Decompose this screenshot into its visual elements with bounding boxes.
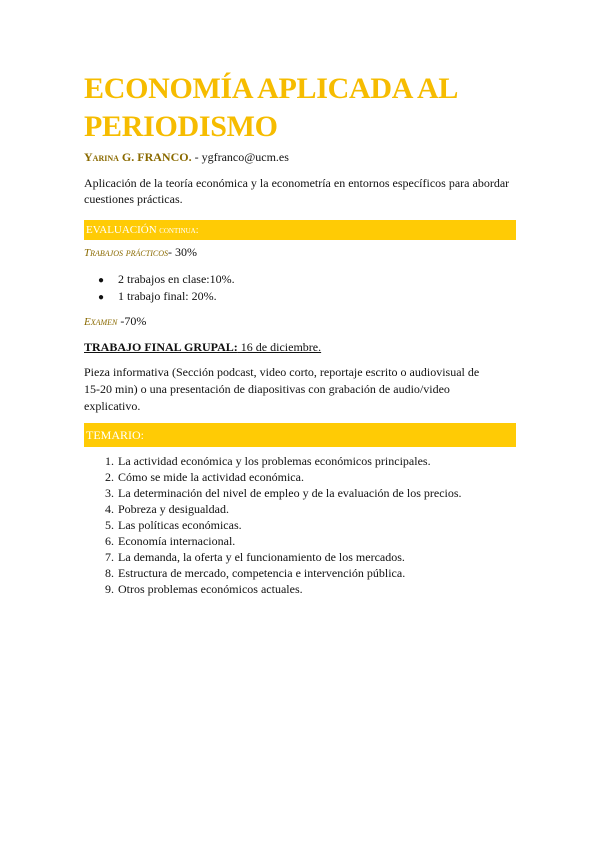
intro-paragraph: Aplicación de la teoría económica y la econometría en entornos específicos para abordar cuestiones prácticas.: [84, 176, 510, 206]
author-name-tail: G. FRANCO.: [121, 150, 192, 164]
list-item: [84, 288, 235, 305]
evaluacion-label: EVALUACIÓN: [86, 224, 157, 236]
list-item-text: La demanda, la oferta y el funcionamiento de los mercados.: [118, 550, 405, 564]
author-line: [84, 150, 289, 165]
list-number: 8.: [105, 566, 114, 580]
bullet-icon: ●: [97, 275, 105, 286]
list-item: [84, 581, 462, 597]
list-item-text: Las políticas económicas.: [118, 518, 242, 532]
examen-value: -70%: [117, 314, 147, 328]
trabajos-label: Trabajos prácticos: [84, 247, 168, 259]
evaluacion-label-small: continua:: [156, 225, 199, 236]
list-number: 4.: [105, 502, 114, 516]
list-item: [84, 533, 462, 549]
examen-label: Examen: [84, 316, 118, 328]
author-email[interactable]: ygfranco@ucm.es: [201, 150, 289, 164]
list-item-text: Cómo se mide la actividad económica.: [118, 470, 304, 484]
list-number: 3.: [105, 486, 114, 500]
temario-list: [84, 453, 462, 597]
evaluacion-header: [84, 220, 516, 240]
list-item: [84, 501, 462, 517]
list-number: 2.: [105, 470, 114, 484]
list-number: 7.: [105, 550, 114, 564]
list-item: [84, 565, 462, 581]
list-item: [84, 485, 462, 501]
list-item-text: Economía internacional.: [118, 534, 236, 548]
list-item-text: Otros problemas económicos actuales.: [118, 582, 303, 596]
bullet-icon: ●: [97, 292, 105, 303]
author-name-initial: Y: [84, 150, 93, 164]
list-item-text: 1 trabajo final: 20%.: [118, 289, 217, 303]
pieza-paragraph: Pieza informativa (Sección podcast, video corto, reportaje escrito o audiovisual de 15-20 min) o una presentación de diapositivas con grabación de audio/video explicativo.: [84, 365, 480, 413]
trabajos-line: [84, 245, 197, 260]
trabajos-value: - 30%: [167, 245, 197, 259]
list-number: 5.: [105, 518, 114, 532]
list-item-text: Estructura de mercado, competencia e intervención pública.: [118, 566, 406, 580]
list-item: [84, 469, 462, 485]
examen-line: [84, 314, 146, 329]
list-number: 6.: [105, 534, 114, 548]
list-number: 1.: [105, 454, 114, 468]
trabajo-final-label: TRABAJO FINAL GRUPAL:: [84, 340, 238, 354]
list-item: [84, 517, 462, 533]
trabajos-list: [84, 271, 235, 305]
list-item-text: La determinación del nivel de empleo y de la evaluación de los precios.: [118, 486, 462, 500]
list-number: 9.: [105, 582, 114, 596]
trabajo-final-line: [84, 340, 321, 355]
list-item: [84, 549, 462, 565]
author-name: [84, 150, 192, 164]
list-item: [84, 271, 235, 288]
temario-header: TEMARIO:: [84, 423, 516, 447]
list-item-text: La actividad económica y los problemas económicos principales.: [118, 454, 431, 468]
author-separator: -: [191, 150, 202, 164]
page-title: ECONOMÍA APLICADA AL PERIODISMO: [84, 72, 457, 143]
trabajo-final-date: 16 de diciembre.: [237, 340, 322, 354]
author-name-rest: arina: [92, 150, 119, 164]
list-item-text: 2 trabajos en clase:10%.: [118, 272, 235, 286]
list-item-text: Pobreza y desigualdad.: [118, 502, 229, 516]
list-item: [84, 453, 462, 469]
